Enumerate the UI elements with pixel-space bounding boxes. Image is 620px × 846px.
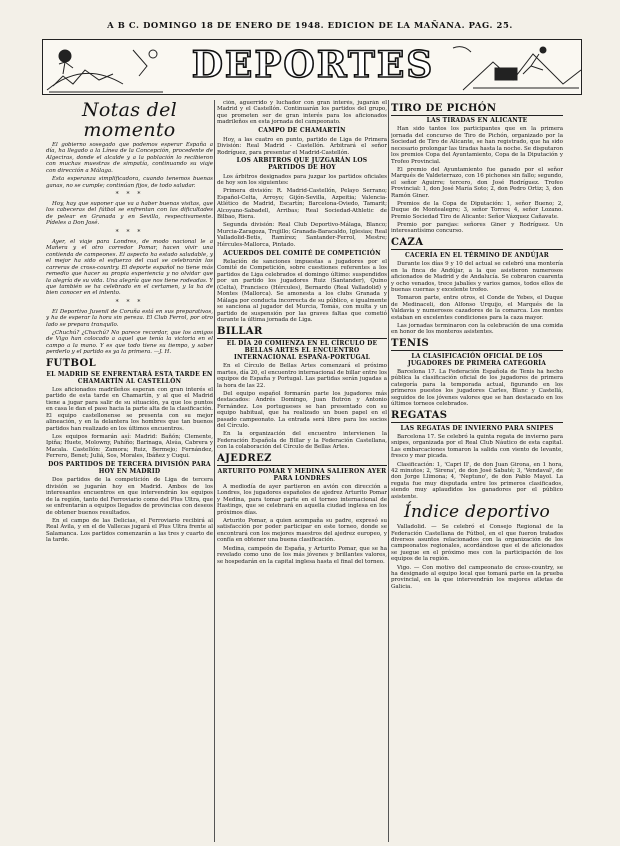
article-paragraph: Del equipo español formarán parte los jugadores más destacados: Andrés Domingo, Juan Butrón y Antonio Fernández. Los portugueses se han presentado con su equipo habitual, que ha realizado un buen papel en el pasado campeonato. La entrada será libre para los socios del Círculo.: [217, 390, 387, 430]
section-heading-tenis: TENIS: [391, 338, 563, 351]
article-paragraph: Vigo. — Con motivo del campeonato de cross-country, se ha designado al equipo local que tomará parte en la prueba provincial, en la que intervendrán los mejores atletas de Galicia.: [391, 564, 563, 590]
article-paragraph: Segunda división: Real Club Deportivo-Málaga, Blanco; Murcia-Zaragoza, Trujillo; Granada-Baracaldo, Iglesias; Real Valladolid-Betis, Ramírez; Santander-Ferrol, Mestre; Hércules-Mallorca, Pintado.: [217, 222, 387, 248]
article-headline: LOS ARBITROS QUE JUZGARÁN LOS PARTIDOS DE HOY: [236, 157, 368, 172]
article-paragraph: Las jornadas terminaron con la celebración de una comida en honor de los monteros asistentes.: [391, 322, 563, 336]
article-paragraph: Barcelona 17. Se celebró la quinta regata de invierno para snipes, organizada por el Real Club Náutico de esta capital. Las embarcaciones tomaron la salida con viento de levante, fresco y mar picada.: [391, 433, 563, 460]
section-heading-caza: CAZA: [391, 237, 563, 250]
article-headline: CAMPO DE CHAMARTÍN: [258, 127, 346, 135]
article-paragraph: Premio por parejas: señores Giner y Rodríguez. Un interesantísimo concurso.: [391, 222, 563, 235]
article-headline: LAS TIRADAS EN ALICANTE: [426, 117, 528, 124]
column-2: [217, 100, 387, 842]
divider: * * *: [115, 228, 144, 236]
article-paragraph: Relación de sanciones impuestas a jugadores por el Comité de Competición, sobre cuestiones referentes a los partidos de Liga celebrados el domingo último: suspendidos por un partido los jugadores Ruiz (Santander), Quino (Celta), Francisco (Hércules), Bernardo (Real Valladolid) y Montes (Mallorca). Se amonesta a los clubs Granada y Málaga por conducta incorrecta de su público, e igualmente se sanciona al jugador del Murcia, Tomás, con multa y un partido de suspensión por las graves faltas que cometió durante la última jornada de Liga.: [217, 258, 387, 324]
article-paragraph: Han sido tantos los participantes que en la primera jornada del concurso de Tiro de Pichón, organizado por la Sociedad de Tiro de Alicante, se han registrado, que ha sido necesario prolongar las tiradas hasta la noche. Se disputaron los premios Copa del Ayuntamiento, Copa de la Diputación y Trofeo Provincial.: [391, 126, 563, 165]
article-paragraph: Primera división: R. Madrid-Castellón, Pelayo Serrano; Español-Celta, Arroyo; Gijón-Sevilla, Azpeitia; Valencia-Atlético de Madrid, Escartín; Barcelona-Oviedo, Tamarit; Alcoyano-Sabadell, Arribas; Real Sociedad-Athletic de Bilbao, Riera.: [217, 188, 387, 221]
article-paragraph: Barcelona 17. La Federación Española de Tenis ha hecho pública la clasificación oficial de los jugadores de primera categoría para la temporada actual, figurando en los primeros puestos los jugadores Carles, Blanc y Castellá, seguidos de los jóvenes valores que se han destacado en los últimos torneos celebrados.: [391, 368, 563, 408]
section-heading-indice: Índice deportivo: [403, 502, 551, 523]
column-rule: [388, 100, 389, 842]
article-paragraph: Los árbitros designados para juzgar los partidos oficiales de hoy son los siguientes:: [217, 173, 387, 187]
article-paragraph: Arturito Pomar, a quien acompaña su padre, expresó su satisfacción por poder participar en este torneo, donde se encontrará con los mejores maestros del ajedrez europeo, y confía en obtener una buena clasificación.: [217, 518, 387, 544]
article-paragraph: Clasificación: 1, 'Capri II', de don Juan Girona, en 1 hora, 42 minutos; 2, 'Sirena', de don José Sabaté; 3, 'Vendaval', de don Jorge Llimona; 4, 'Neptuno', de don Pablo Mayol. La regata fue muy disputada entre los primeros clasificados, siendo muy aplaudidos los ganadores por el público asistente.: [391, 461, 563, 500]
article-paragraph: En el Círculo de Bellas Artes comenzará el próximo martes, día 20, el encuentro internacional de billar entre los equipos de España y Portugal. Las partidas serán jugadas a la hora de las 22.: [217, 363, 387, 389]
column-3: [391, 100, 563, 842]
section-banner: [42, 39, 582, 95]
article-paragraph: Premios de la Copa de Diputación: 1, señor Bueno; 2, Duque de Montealegre; 3, señor Torres; 4, señor Lozano. Premio Sociedad Tiro de Alicante: Señor Vázquez Cañavate.: [391, 200, 563, 220]
article-paragraph: Tomaron parte, entre otros, el Conde de Yebes, el Duque de Medinaceli, don Alfonso Urquijo, el Marqués de la Valdavia y numerosos cazadores de la comarca. Los montes estaban en excelentes condiciones para la caza mayor.: [391, 295, 563, 321]
article-headline: CACERÍA EN EL TÉRMINO DE ANDÚJAR: [405, 251, 549, 259]
article-paragraph: En la organización del encuentro intervienen la Federación Española de Billar y la Federación Castellana, con la colaboración del Círculo de Bellas Artes.: [217, 431, 387, 451]
section-heading-billar: BILLAR: [217, 326, 387, 339]
article-paragraph: A mediodía de ayer partieron en avión con dirección a Londres, los jugadores españoles de ajedrez Arturito Pomar y Medina, para tomar parte en el torneo internacional de Hastings, que se celebrará en aquella ciudad inglesa en los próximos días.: [217, 483, 387, 516]
article-paragraph: El premio del Ayuntamiento fue ganado por el señor Marqués de Valdeterrazo, con 16 pichones sin fallo; segundo, el señor Aguirre; tercero, don José Rodríguez. Trofeo Provincial: 1, don José María Soto; 2, don Pedro Ortiz; 3, don Ramón Giner.: [391, 166, 563, 199]
article-paragraph: Medina, campeón de España, y Arturito Pomar, que se ha revelado como uno de los más jóvenes y brillantes valores, se hospedarán en la capital inglesa hasta el final del torneo.: [217, 545, 387, 565]
article-paragraph: Durante los días 9 y 10 del actual se celebró una montería en la finca de Andújar, a la que asistieron numerosos aficionados de Madrid y de Andalucía. Se cobraron cuarenta y ocho venados, trece jabalíes y varios gamos, todos ellos de buenas cuernas y excelente trofeo.: [391, 261, 563, 294]
article-paragraph: Los aficionados madrileños esperan con gran interés el partido de esta tarde en Chamartín, y al que el Madrid tiene a jugar para salir de su situación, ya que los puntos en casa le dan el paso hacia la parte alta de la clasificación. El equipo castellonense se presenta con su mejor alineación, y en la delantera los hombres que tan buenos partidos han realizado en los últimos encuentros.: [46, 386, 213, 432]
article-headline: LA CLASIFICACIÓN OFICIAL DE LOS JUGADORES DE PRIMERA CATEGORÍA: [407, 352, 547, 367]
article-headline: EL DÍA 20 COMIENZA EN EL CÍRCULO DE BELLAS ARTES EL ENCUENTRO INTERNACIONAL ESPAÑA-PORTUGAL: [226, 340, 378, 362]
article-paragraph: El Deportivo Juvenil de Coruña está en sus preparativos, y ha de esperar la hora sin pereza. El Club Ferrol, por otro lado se prepara tranquilo.: [46, 308, 213, 328]
article-headline: DOS PARTIDOS DE TERCERA DIVISIÓN PARA HOY EN MADRID: [48, 461, 211, 475]
article-headline: EL MADRID SE ENFRENTARÁ ESTA TARDE EN CHAMARTÍN AL CASTELLÓN: [46, 370, 213, 385]
article-paragraph: Los equipos formarán así: Madrid: Bañón; Clemente, Ipiña; Huete, Molowny, Pahíño; Barinaga, Alsúa, Cabrera y Macala. Castellón: Zamora; Ruiz, Bermejo; Fernández, Ferrero, Benet; Juliá, Sos, Morales, Ibáñez y Cuqui.: [46, 433, 213, 460]
article-paragraph: En el campo de las Delicias, el Ferroviario recibirá al Real Ávila, y en el de Vallecas jugará el Plus Ultra frente al Salamanca. Los partidos comenzarán a las tres y cuarto de la tarde.: [46, 517, 213, 544]
article-paragraph: Dos partidos de la competición de Liga de tercera división se jugarán hoy en Madrid. Ambos de los interesantes encuentros en que intervendrán los equipos de la región, tanto del Ferroviario como del Plus Ultra, que se enfrentarán a equipos llegados de provincias con deseos de obtener buenos resultados.: [46, 477, 213, 516]
article-paragraph: ción, aguerrido y luchador con gran interés, jugarán el Madrid y el Castellón. Continuarán los partidos del grupo, que prometen ser de gran interés para los aficionados madrileños en esta jornada del campeonato.: [217, 100, 387, 126]
article-paragraph: Esta esperanza simplificadora, cuando tenemos buenas ganas, no se cumple; continúan fijos, de todo saludar.: [46, 176, 213, 189]
article-paragraph: El gobierno sosegado que podemos esperar España a día, ha llegado a la Línea de la Concepción, procedente de Algeciras, donde el alcalde y a la población lo recibieron con muchas muestras de simpatía, continuando su viaje con dirección a Málaga.: [46, 142, 213, 174]
section-heading-ajedrez: AJEDREZ: [217, 453, 387, 466]
article-headline: ARTURITO POMAR Y MEDINA SALIERON AYER PARA LONDRES: [217, 467, 387, 482]
section-heading-futbol: FUTBOL: [46, 358, 97, 370]
article-paragraph: ¿Chuchú? ¿Chuchú? No parece recordar, que los amigos de Vigo han colocado a aquel que tenía la victoria en el campo a la mano. Y es que todo tiene su tiempo, y saber perderlo y el partido es ya la primera. —J. H.: [46, 330, 213, 356]
divider: * * *: [115, 298, 144, 306]
article-paragraph: Valladolid. — Se celebró el Consejo Regional de la Federación Castellana de Fútbol, en el que fueron tratados diversos asuntos relacionados con la organización de los campeonatos regionales, acordándose que el de aficionados se juegue en el próximo mes con la participación de los equipos de la región.: [391, 524, 563, 563]
article-headline: ACUERDOS DEL COMITÉ DE COMPETICIÓN: [223, 249, 381, 257]
article-paragraph: Hoy, a las cuatro en punto, partido de Liga de Primera División: Real Madrid - Castellón. Arbitrará el señor Rodríguez, para presentar el Madrid-Castellón.: [217, 136, 387, 156]
article-paragraph: Ayer, el viaje para Londres, de modo nacional le a Mañera y el otro corredor Pomar, hacen vivir una contienda de campeones. El aspecto ha estado saludable, y el mejor ha sido el esfuerzo del cual se celebrarán las carreras de cross-country. El deporte español no tiene más remedio que hacer su propia experiencia y no olvidar que la alegría de su vida. Una alegría que nos tiene rodeadas. Y que también se ha celebrado en el certamen, y la ha de bien conocer en el intento.: [46, 238, 213, 297]
article-paragraph: Hoy, hay que suponer que va a haber buenas visitas, que los cabeceras del fútbol se enfrentan con las dificultades de pelear en Granada y en Sevilla, respectivamente. Pídeles a Don José.: [46, 200, 213, 227]
running-head: A B C. DOMINGO 18 DE ENERO DE 1948. EDICION DE LA MAÑANA. PAG. 25.: [107, 20, 513, 30]
section-heading-regatas: REGATAS: [391, 410, 563, 423]
banner-title: DEPORTES: [191, 44, 435, 86]
section-heading-notas: Notas del momento: [81, 100, 177, 141]
article-headline: LAS REGATAS DE INVIERNO PARA SNIPES: [400, 424, 554, 432]
column-1: [46, 100, 213, 842]
column-rule: [214, 100, 215, 842]
section-heading-tiro: TIRO DE PICHÓN: [391, 103, 563, 116]
divider: * * *: [115, 190, 144, 198]
